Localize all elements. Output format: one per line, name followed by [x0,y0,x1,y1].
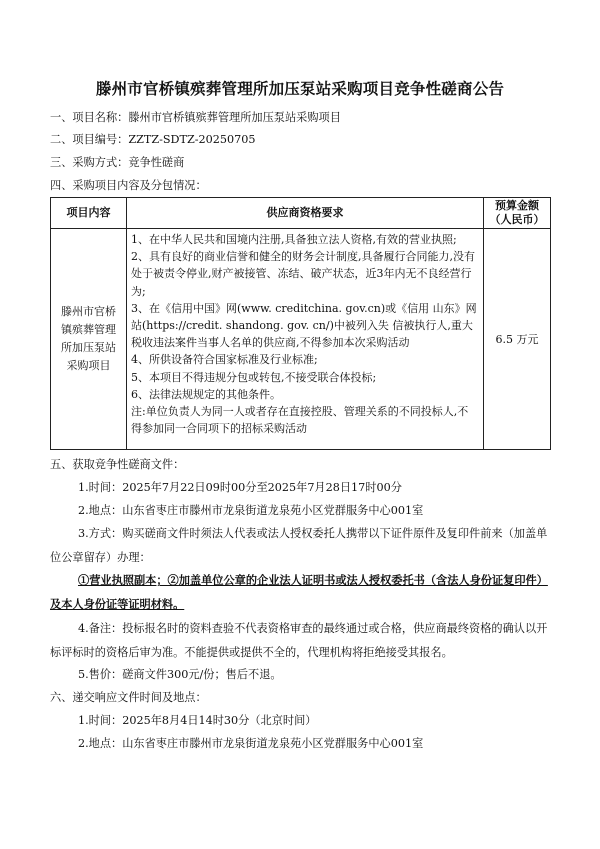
table-header-row [51,198,551,229]
registration-note: 4.备注：投标报名时的资料查验不代表资格审查的最终通过或合格，供应商最终资格的确认以开标评标时的资格后审为准。不能提供或提供不全的，代理机构将拒绝接受其报名。 [50,622,548,659]
required-documents: ①营业执照副本；②加盖单位公章的企业法人证明书或法人授权委托书（含法人身份证复印件）及本人身份证等证明材料。 [50,573,548,611]
requirement-5: 5、本项目不得违规分包或转包,不接受联合体投标; [131,370,377,384]
procurement-content-heading: 四、采购项目内容及分包情况： [50,179,207,192]
requirements-cell [127,229,484,450]
requirement-note: 注:单位负责人为同一人或者存在直接控股、管理关系的不同投标人,不得参加同一合同项下的招标采购活动 [131,405,469,436]
item-cell: 滕州市官桥镇殡葬管理所加压泵站采购项目 [51,229,127,450]
document-price: 5.售价：磋商文件300元/份；售后不退。 [78,668,282,681]
procurement-method-line: 三、采购方式：竞争性磋商 [50,156,185,169]
requirement-6: 6、法律法规规定的其他条件。 [131,387,281,401]
requirement-4: 4、所供设备符合国家标准及行业标准; [131,353,318,367]
budget-cell: 6.5 万元 [484,229,551,450]
submission-time: 1.时间：2025年8月4日14时30分（北京时间） [78,714,317,727]
header-requirements: 供应商资格要求 [127,198,484,229]
obtain-docs-place: 2.地点：山东省枣庄市滕州市龙泉街道龙泉苑小区党群服务中心001室 [78,504,424,517]
document-title: 滕州市官桥镇殡葬管理所加压泵站采购项目竞争性磋商公告 [95,80,505,98]
header-budget: 预算金额（人民币） [484,198,551,229]
project-name-line: 一、项目名称：滕州市官桥镇殡葬管理所加压泵站采购项目 [50,111,341,124]
requirement-3: 3、在《信用中国》网(www. creditchina. gov.cn)或《信用 山东》网站(https://credit. shandong. gov. cn/)中被列入失 信被执行人,重大税收违法案件当事人名单的供应商,不得参加本次采购活动 [131,301,477,350]
obtain-docs-heading: 五、获取竞争性磋商文件： [50,458,185,471]
header-item: 项目内容 [51,198,127,229]
project-number-line: 二、项目编号：ZZTZ-SDTZ-20250705 [50,133,256,146]
submission-heading: 六、递交响应文件时间及地点： [50,691,207,704]
requirements-table [50,197,551,450]
requirement-1: 1、在中华人民共和国境内注册,具备独立法人资格,有效的营业执照; [131,233,457,246]
obtain-docs-time: 1.时间：2025年7月22日09时00分至2025年7月28日17时00分 [78,481,402,494]
submission-place: 2.地点：山东省枣庄市滕州市龙泉街道龙泉苑小区党群服务中心001室 [78,737,424,750]
obtain-docs-method: 3.方式：购买磋商文件时须法人代表或法人授权委托人携带以下证件原件及复印件前来（加盖单位公章留存）办理： [50,527,548,564]
requirement-2: 2、具有良好的商业信誉和健全的财务会计制度,具备履行合同能力,没有处于被责令停业,财产被接管、冻结、破产状态，近3年内无不良经营行为; [131,250,475,298]
table-row [51,229,551,450]
